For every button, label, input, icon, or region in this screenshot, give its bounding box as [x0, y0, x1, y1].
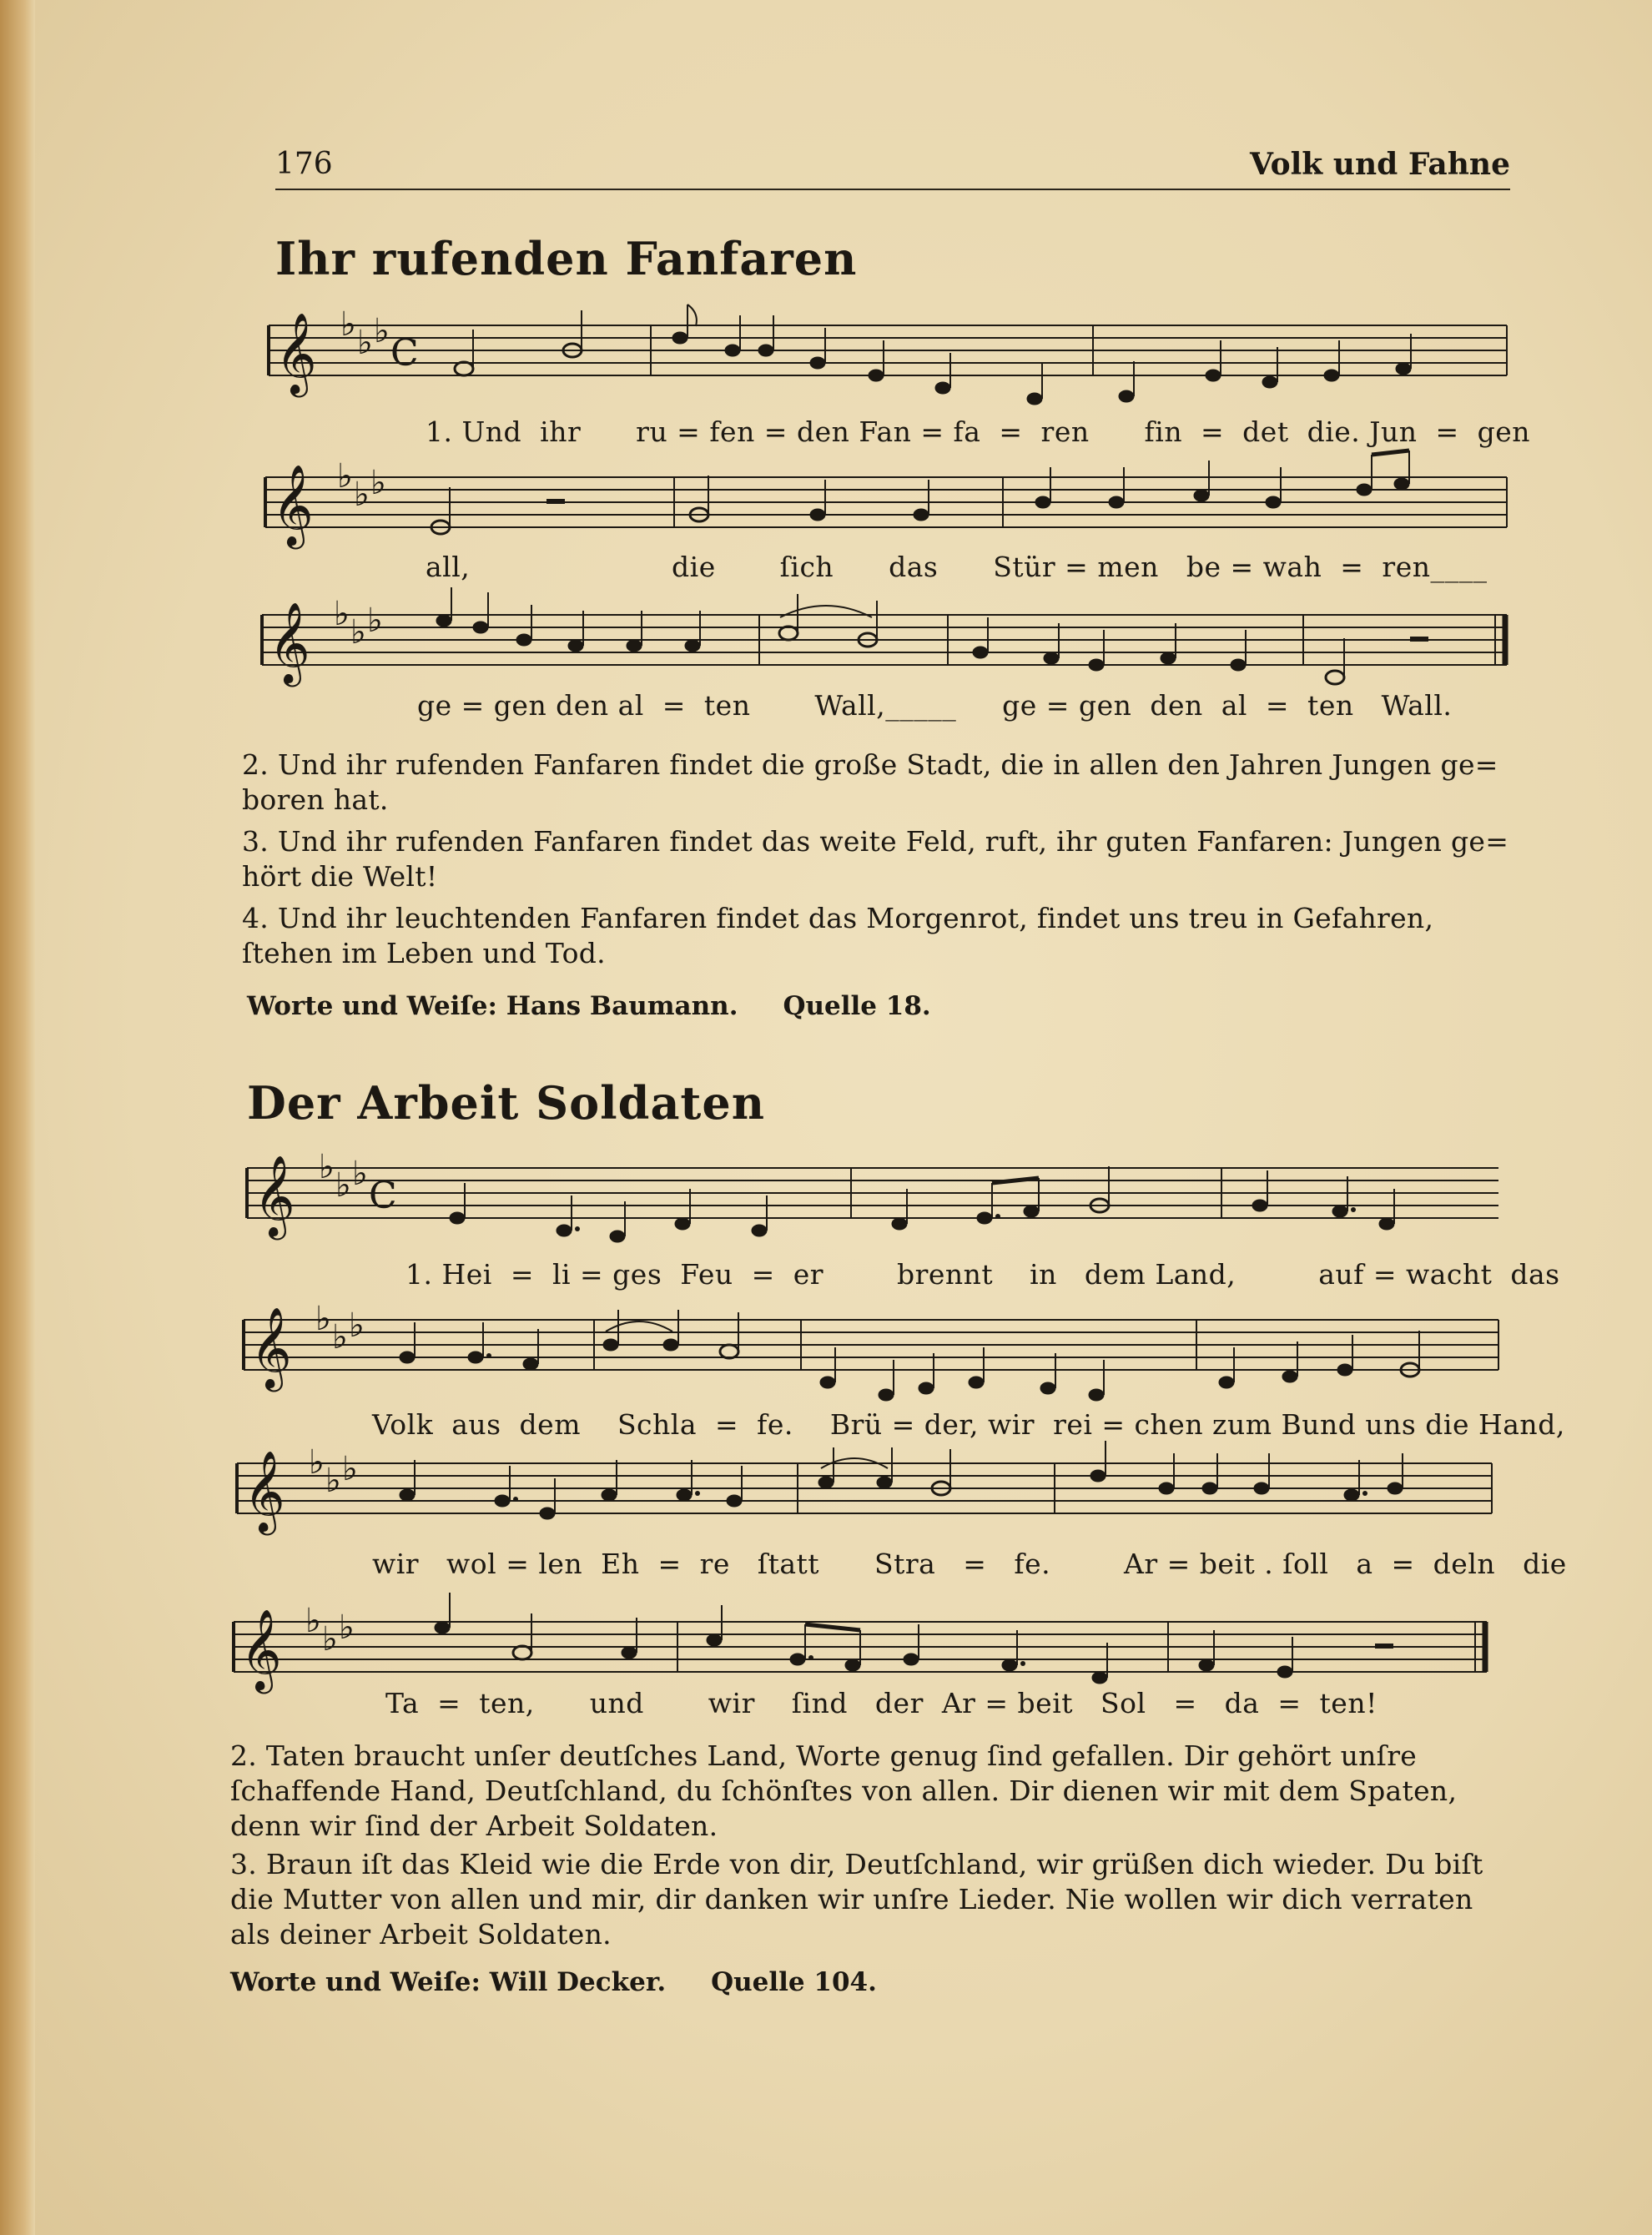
staff	[265, 457, 1507, 549]
flat-icon: ♭	[352, 1155, 368, 1193]
notes	[435, 1593, 1393, 1684]
treble-clef-icon: 𝄞	[275, 312, 317, 394]
flat-icon: ♭	[325, 1462, 341, 1500]
notes	[431, 451, 1409, 534]
lyric-line: all, die ſich das Stür = men be = wah = ren____	[426, 551, 1488, 583]
flat-icon: ♭	[340, 305, 356, 344]
treble-clef-icon: 𝄞	[244, 1450, 285, 1532]
flat-icon: ♭	[342, 1450, 358, 1488]
flat-icon: ♭	[370, 464, 386, 502]
running-title: Volk und Fahne	[1249, 147, 1510, 182]
treble-clef-icon: 𝄞	[254, 1155, 295, 1236]
flat-icon: ♭	[322, 1620, 338, 1659]
treble-clef-icon: 𝄞	[240, 1608, 282, 1690]
flat-icon: ♭	[309, 1443, 325, 1482]
flat-icon: ♭	[334, 595, 350, 633]
notes	[455, 305, 1411, 405]
treble-clef-icon: 𝄞	[250, 1306, 292, 1388]
flat-icon: ♭	[319, 1148, 335, 1186]
flat-icon: ♭	[335, 1166, 351, 1205]
notes	[436, 587, 1428, 684]
flat-icon: ♭	[350, 613, 366, 652]
lyric-line: Ta = ten, und wir ſind der Ar = beit Sol = da = ten!	[385, 1687, 1378, 1719]
flat-icon: ♭	[367, 602, 383, 640]
credit-line: Worte und Weiſe: Hans Baumann. Quelle 18.	[247, 991, 931, 1021]
common-time-icon: C	[390, 332, 419, 375]
common-time-icon: C	[369, 1175, 397, 1217]
credit-line: Worte und Weiſe: Will Decker. Quelle 104.	[230, 1967, 877, 1997]
page-number: 176	[275, 147, 333, 181]
flat-icon: ♭	[357, 324, 373, 362]
flat-icon: ♭	[332, 1318, 348, 1357]
flat-icon: ♭	[349, 1306, 365, 1345]
lyric-line: 1. Hei = li = ges Feu = er brennt in dem Land, auf = wacht das	[405, 1258, 1560, 1291]
treble-clef-icon: 𝄞	[272, 464, 314, 546]
notes	[450, 1166, 1394, 1242]
half-rest-icon	[1375, 1644, 1393, 1649]
staff	[244, 1300, 1498, 1392]
song-title: Ihr rufenden Fanfaren	[275, 232, 858, 285]
half-rest-icon	[1410, 637, 1428, 642]
staff	[237, 1443, 1492, 1535]
staff	[262, 595, 1507, 687]
flat-icon: ♭	[339, 1608, 355, 1647]
lyric-line: wir wol = len Eh = re ſtatt Stra = fe. Ar = beit . ſoll a = deln die	[372, 1548, 1567, 1580]
half-rest-icon	[546, 499, 565, 504]
flat-icon: ♭	[374, 312, 390, 350]
staff	[247, 1148, 1498, 1240]
staff	[269, 305, 1507, 397]
notes	[400, 1310, 1419, 1401]
flat-icon: ♭	[315, 1300, 331, 1338]
flat-icon: ♭	[305, 1602, 321, 1640]
verse: 3. Und ihr rufenden Fanfaren findet das weite Feld, ruft, ihr guten Fanfaren: Jungen ge= hört die Welt!	[242, 825, 1509, 893]
lyric-line: Volk aus dem Schla = fe. Brü = der, wir rei = chen zum Bund uns die Hand,	[372, 1408, 1565, 1441]
treble-clef-icon: 𝄞	[269, 602, 310, 683]
flat-icon: ♭	[354, 476, 370, 514]
verse: 2. Und ihr rufenden Fanfaren findet die große Stadt, die in allen den Jahren Jungen ge= boren hat.	[242, 748, 1498, 816]
verse: 2. Taten braucht unſer deutſches Land, Worte genug ſind gefallen. Dir gehört unſre ſchaffende Hand, Deutſchland, du ſchönſtes von allen. Dir dienen wir mit dem Spaten, denn wir ſind der Arbeit Soldaten.	[230, 1739, 1458, 1842]
song-title: Der Arbeit Soldaten	[247, 1076, 765, 1130]
verse: 4. Und ihr leuchtenden Fanfaren findet das Morgenrot, findet uns treu in Gefahren, ſtehen im Leben und Tod.	[242, 902, 1434, 969]
lyric-line: ge = gen den al = ten Wall,_____ ge = gen den al = ten Wall.	[417, 689, 1453, 722]
flat-icon: ♭	[337, 457, 353, 496]
notes	[400, 1441, 1403, 1519]
verse: 3. Braun iſt das Kleid wie die Erde von dir, Deutſchland, wir grüßen dich wieder. Du biſt die Mutter von allen und mir, dir danken wir unſre Lieder. Nie wollen wir dich verraten als deiner Arbeit Soldaten.	[230, 1848, 1483, 1951]
lyric-line: 1. Und ihr ru = fen = den Fan = fa = ren fin = det die. Jun = gen	[426, 415, 1531, 448]
